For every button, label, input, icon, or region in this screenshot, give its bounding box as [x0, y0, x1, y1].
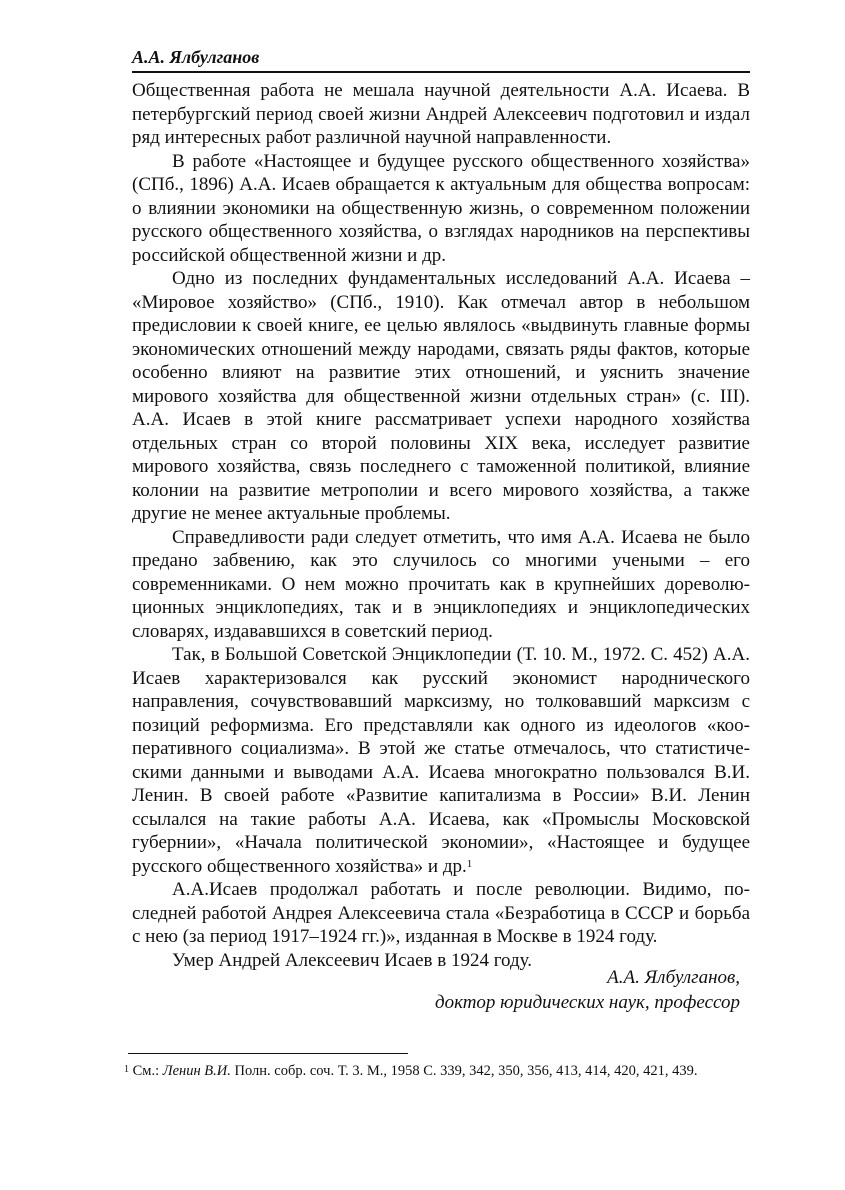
main-text: [132, 79, 750, 972]
header-rule: [132, 71, 750, 73]
signature-title: доктор юридических наук, профессор: [434, 992, 740, 1013]
paragraph-1: Общественная работа не мешала научной деятельности А.А. Исаева. В петербургский период своей жизни Андрей Алексеевич подготовил и издал ряд интересных работ различной научной направленности.: [132, 80, 750, 148]
paragraph-7: Умер Андрей Алексеевич Исаев в 1924 году.: [172, 949, 532, 971]
footnote-reference[interactable]: 1: [466, 857, 473, 870]
author-signature: [132, 965, 740, 1015]
footnote: [124, 1061, 754, 1081]
running-head: А.А. Ялбулганов: [132, 47, 260, 67]
paragraph-2: В работе «Настоящее и будущее русского общественного хозяйства» (СПб., 1896) А.А. Исаев обращается к актуальным для общества вопросам: о влиянии экономики на общественную жизнь, о современном положении русского общественного хозяйства, о взглядах народников на перспективы российской общественной жизни и др.: [132, 150, 750, 266]
signature-name: А.А. Ялбулганов,: [607, 967, 740, 988]
footnote-number: 1: [124, 1064, 129, 1075]
paragraph-5: [132, 643, 750, 878]
paragraph-6: А.А.Исаев продолжал работать и после революции. Видимо, последней работой Андрея Алексеевича стала «Безработица в СССР и борьба с нею (за период 1917–1924 гг.)», изданная в Москве в 1924 году.: [132, 879, 750, 947]
footnote-prefix: См.:: [132, 1063, 160, 1079]
paragraph-3: Одно из последних фундаментальных исследований А.А. Исаева – «Мировое хозяйство» (СПб., 1910). Как отмечал автор в небольшом предисловии к своей книге, ее целью являлось «выдвинуть главные формы экономических отношений между народами, связать ряды фактов, которые особенно влияют на развитие этих отношений, и уяснить значение мирового хозяйства для общественной жизни отдельных стран» (с. III). А.А. Исаев в этой книге рассматривает успехи народного хозяйства отдельных стран со второй половины XIX века, исследует развитие мирового хозяйства, связь последнего с таможенной политикой, влияние колонии на развитие метрополии и всего мирового хозяйства, а также другие не менее актуальные проблемы.: [132, 268, 750, 524]
paragraph-4: Справедливости ради следует отметить, что имя А.А. Исаева не было предано забвению, как это случилось со многими учеными – его современниками. О нем можно прочитать как в крупнейших дореволюционных энциклопедиях, так и в энциклопедиях и энциклопедических словарях, издававшихся в советский период.: [132, 526, 750, 642]
footnote-author: Ленин В.И.: [162, 1063, 231, 1079]
paragraph-5-text: Так, в Большой Советской Энциклопедии (Т. 10. М., 1972. С. 452) А.А. Исаев характеризовался как русский экономист народнического направления, сочувствовавший марксизму, но толковавший марксизм с позиций реформизма. Его представляли как одного из идеологов «кооперативного социализма». В этой же статье отмечалось, что статистическими данными и выводами А.А. Исаева многократно пользовался В.И. Ленин. В своей работе «Развитие капитализма в России» В.И. Ленин ссылался на такие работы А.А. Исаева, как «Промыслы Московской губернии», «Начала политической экономии», «Настоящее и будущее русского общественного хозяйства» и др.: [132, 644, 750, 877]
footnote-rule: [128, 1053, 408, 1054]
footnote-text: Полн. собр. соч. Т. 3. М., 1958 С. 339, 342, 350, 356, 413, 414, 420, 421, 439.: [234, 1063, 698, 1079]
